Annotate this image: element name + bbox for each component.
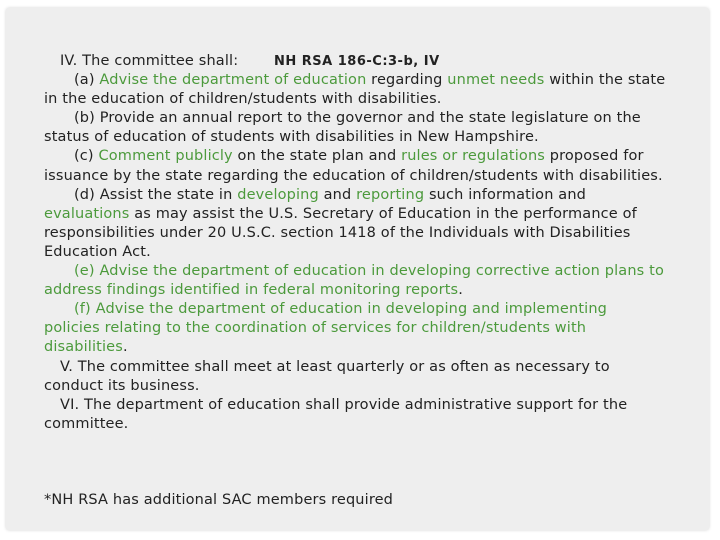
item-b (44, 109, 666, 147)
item-a (44, 71, 666, 109)
item-a-text-1: regarding (366, 72, 448, 89)
section-vi (44, 396, 666, 434)
item-e-text-1: . (458, 282, 463, 299)
item-a-text-2: within the state in the education of children/students with disabilities. (44, 72, 666, 108)
item-c-text-2: proposed for issuance by the state regarding the education of children/students with disabilities. (44, 148, 663, 184)
item-d-highlight-2: reporting (356, 186, 425, 203)
section-v-text: V. The committee shall meet at least quarterly or as often as necessary to conduct its business. (44, 358, 610, 394)
section-iv-intro (44, 52, 666, 71)
item-c-label: (c) (74, 148, 99, 165)
item-b-text: (b) Provide an annual report to the governor and the state legislature on the status of education of students with disabilities in New Hampshire. (44, 110, 641, 146)
item-f-highlight-1: Advise the department of education in developing and implementing policies relating to the coordination of services for children/students with disabilities (44, 301, 608, 356)
item-a-highlight-1: Advise the department of education (99, 72, 367, 89)
footnote: *NH RSA has additional SAC members required (44, 492, 394, 508)
item-d-text-3: as may assist the U.S. Secretary of Education in the performance of responsibilities under 20 U.S.C. section 1418 of the Individuals with Disabilities Education Act. (44, 205, 637, 260)
item-f (44, 300, 666, 357)
item-d (44, 186, 666, 262)
section-vi-text: VI. The department of education shall provide administrative support for the committee. (44, 396, 628, 432)
statute-text (44, 52, 666, 434)
item-e-highlight-1: Advise the department of education in developing corrective action plans to address findings identified in federal monitoring reports (44, 263, 664, 299)
section-v (44, 358, 666, 396)
item-a-label: (a) (74, 72, 100, 89)
item-d-highlight-1: developing (237, 186, 319, 203)
item-e-label: (e) (74, 263, 100, 280)
item-d-text-0: (d) Assist the state in (74, 186, 238, 203)
item-f-text-1: . (122, 339, 128, 356)
item-d-text-1: and (318, 186, 357, 203)
item-c-text-1: on the state plan and (232, 148, 402, 165)
document-title: NH RSA 186-C:3-b, IV (274, 54, 440, 69)
item-a-highlight-2: unmet needs (447, 72, 545, 89)
item-c-highlight-2: rules or regulations (401, 148, 545, 165)
item-f-label: (f) (74, 301, 96, 318)
item-d-text-2: such information and (424, 186, 587, 203)
item-e (44, 262, 666, 300)
item-c-highlight-1: Comment publicly (98, 148, 233, 165)
item-d-highlight-3: evaluations (44, 205, 130, 222)
section-iv-intro-text: IV. The committee shall: (60, 53, 239, 69)
item-c (44, 147, 666, 185)
